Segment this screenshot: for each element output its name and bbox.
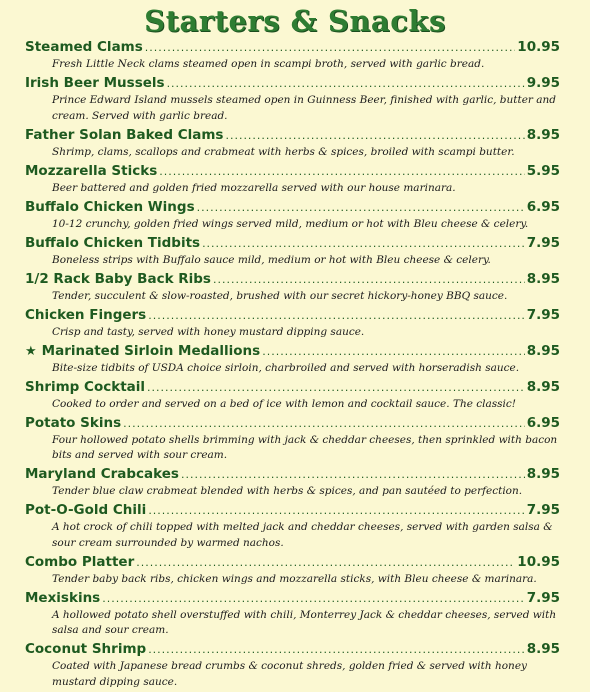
dot-leader: [148, 306, 524, 325]
dot-leader: [148, 501, 524, 520]
menu-item-header: [25, 306, 560, 325]
menu-item: [25, 126, 560, 161]
menu-item-name: Shrimp Cocktail: [25, 378, 146, 395]
menu-item-header: [25, 640, 560, 659]
dot-leader: [167, 74, 525, 93]
menu-item-name: Buffalo Chicken Tidbits: [25, 234, 201, 251]
menu-item-description: Boneless strips with Buffalo sauce mild, medium or hot with Bleu cheese & celery.: [52, 253, 491, 266]
menu-item-description: Four hollowed potato shells brimming with jack & cheddar cheeses, then sprinkled with bacon bits and served with sour cream.: [52, 433, 558, 461]
menu-item-name: Chicken Fingers: [25, 306, 147, 323]
menu-item-name: 1/2 Rack Baby Back Ribs: [25, 270, 211, 287]
menu-item: [25, 640, 560, 690]
menu-item: [25, 378, 560, 413]
menu-item-price: 7.95: [526, 589, 560, 606]
menu-item-description: Beer battered and golden fried mozzarella served with our house marinara.: [52, 181, 456, 194]
menu-item-name: Maryland Crabcakes: [25, 466, 179, 482]
menu-item-price: 7.95: [526, 234, 560, 251]
menu-item-price: 6.95: [526, 414, 560, 431]
menu-item-description: Cooked to order and served on a bed of ice with lemon and cocktail sauce. The classic!: [52, 397, 516, 410]
dot-leader: [136, 553, 515, 572]
menu-item-header: [25, 414, 560, 433]
menu-item: [25, 306, 560, 341]
menu-item-price: 8.95: [526, 270, 560, 287]
menu-item-price: 7.95: [526, 502, 560, 518]
menu-item-price: 9.95: [526, 75, 560, 91]
dot-leader: [123, 414, 525, 433]
star-icon: ★: [25, 343, 37, 359]
menu-item-header: [25, 38, 560, 57]
dot-leader: [148, 640, 525, 659]
menu-item-price: 10.95: [517, 39, 560, 55]
menu-item-header: [25, 198, 560, 217]
menu-item-header: [25, 270, 560, 289]
menu-item: [25, 234, 560, 269]
menu-item: [25, 553, 560, 588]
menu-item-description: Fresh Little Neck clams steamed open in scampi broth, served with garlic bread.: [52, 58, 485, 70]
menu-item-name: Combo Platter: [25, 553, 135, 570]
menu-item-name: Pot-O-Gold Chili: [25, 502, 147, 518]
menu-item-list: [25, 38, 560, 692]
dot-leader: [262, 342, 524, 361]
menu-item-header: [25, 553, 560, 572]
menu-item-price: 8.95: [526, 466, 560, 482]
menu-item-header: [25, 501, 560, 520]
dot-leader: [159, 162, 524, 181]
menu-item: [25, 198, 560, 233]
menu-item-header: [25, 342, 560, 361]
menu-item: [25, 270, 560, 305]
menu-item: [25, 162, 560, 197]
menu-item-description: Bite-size tidbits of USDA choice sirloin, charbroiled and served with horseradish sauce.: [52, 361, 520, 374]
menu-item-name: Buffalo Chicken Wings: [25, 198, 195, 215]
dot-leader: [181, 465, 525, 484]
menu-item-header: [25, 465, 560, 484]
menu-item-header: [25, 162, 560, 181]
menu-item-description: Tender blue claw crabmeat blended with herbs & spices, and pan sautéed to perfection.: [52, 485, 523, 497]
dot-leader: [145, 38, 516, 57]
dot-leader: [147, 378, 525, 397]
dot-leader: [197, 198, 525, 217]
dot-leader: [225, 126, 524, 145]
menu-item-description: Coated with Japanese bread crumbs & coconut shreds, golden fried & served with honey mustard dipping sauce.: [52, 660, 527, 688]
menu-item-description: A hot crock of chili topped with melted jack and cheddar cheeses, served with garden salsa & sour cream surrounded by warmed nachos.: [52, 521, 553, 549]
menu-item-price: 7.95: [526, 306, 560, 323]
menu-item-price: 10.95: [517, 553, 560, 570]
page-title: Starters & Snacks: [144, 4, 446, 38]
menu-item-description: Tender baby back ribs, chicken wings and mozzarella sticks, with Bleu cheese & marinara.: [52, 572, 537, 585]
menu-item-header: [25, 378, 560, 397]
menu-item-name: Steamed Clams: [25, 39, 143, 55]
menu-item: [25, 414, 560, 464]
menu-item-price: 8.95: [526, 641, 560, 657]
menu-item-description: Tender, succulent & slow-roasted, brushed with our secret hickory-honey BBQ sauce.: [52, 289, 508, 302]
menu-item: [25, 342, 560, 377]
menu-item-price: 8.95: [526, 342, 560, 359]
menu-item-price: 6.95: [526, 198, 560, 215]
menu-item-description: Shrimp, clams, scallops and crabmeat with herbs & spices, broiled with scampi butter.: [52, 145, 515, 158]
menu-item-header: [25, 234, 560, 253]
menu-item-name: Coconut Shrimp: [25, 641, 147, 657]
menu-item-name: Father Solan Baked Clams: [25, 126, 224, 143]
menu-item-name: Mexiskins: [25, 589, 101, 606]
menu-item-description: Crisp and tasty, served with honey mustard dipping sauce.: [52, 325, 365, 338]
menu-item-name: Marinated Sirloin Medallions: [41, 342, 261, 359]
menu-item-price: 8.95: [526, 126, 560, 143]
menu-item-name: Irish Beer Mussels: [25, 75, 165, 91]
menu-item-header: [25, 74, 560, 93]
menu-item-price: 5.95: [526, 162, 560, 179]
dot-leader: [202, 234, 525, 253]
dot-leader: [213, 270, 525, 289]
menu-item-description: Prince Edward Island mussels steamed open in Guinness Beer, finished with garlic, butter and cream. Served with garlic bread.: [52, 94, 557, 122]
menu-item-price: 8.95: [526, 378, 560, 395]
menu-item: [25, 501, 560, 551]
dot-leader: [102, 589, 524, 608]
menu-item: [25, 589, 560, 639]
menu-item-name: Mozzarella Sticks: [25, 162, 158, 179]
menu-item: [25, 74, 560, 124]
menu-item: [25, 465, 560, 500]
menu-item-description: A hollowed potato shell overstuffed with chili, Monterrey Jack & cheddar cheeses, served with salsa and sour cream.: [52, 608, 557, 636]
menu-item-name: Potato Skins: [25, 414, 122, 431]
menu-item-description: 10-12 crunchy, golden fried wings served mild, medium or hot with Bleu cheese & celery.: [52, 217, 529, 230]
menu-item-header: [25, 126, 560, 145]
menu-item: [25, 38, 560, 73]
menu-item-header: [25, 589, 560, 608]
